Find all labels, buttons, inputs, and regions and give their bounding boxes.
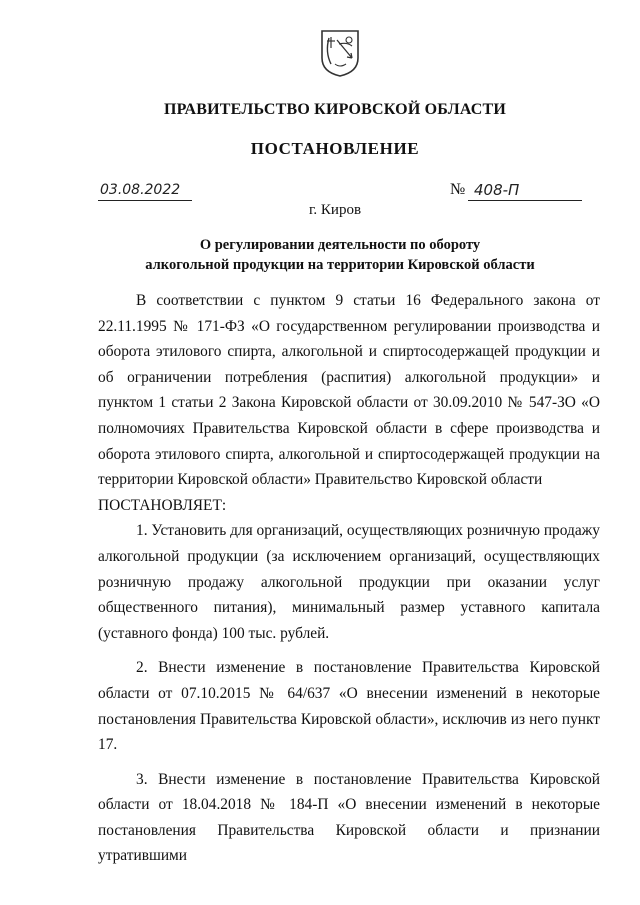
document-number: 408-П — [468, 180, 582, 201]
title-line-1: О регулировании деятельности по обороту — [199, 237, 481, 253]
clause-3: 3. Внести изменение в постановление Правительства Кировской области от 18.04.2018 № 184-П «О внесении изменений в некоторые постановления Правительства Кировской области и признании утратившими — [98, 770, 600, 865]
city: г. Киров — [308, 202, 362, 218]
number-label: № — [450, 181, 466, 198]
government-name: ПРАВИТЕЛЬСТВО КИРОВСКОЙ ОБЛАСТИ — [163, 101, 507, 118]
coat-of-arms-icon — [319, 28, 361, 78]
clause-1: 1. Установить для организаций, осуществляющих розничную продажу алкогольной продукции (за исключением организаций, осуществляющих розничную продажу алкогольной продукции при оказании услуг общественного питания), минимальный размер уставного капитала (уставного фонда) 100 тыс. рублей. — [98, 522, 600, 642]
title-line-2: алкогольной продукции на территории Кировской области — [145, 257, 535, 273]
document-date: 03.08.2022 — [98, 181, 192, 201]
preamble-paragraph: В соответствии с пунктом 9 статьи 16 Федерального закона от 22.11.1995 № 171-ФЗ «О государственном регулировании производства и оборота этилового спирта, алкогольной и спиртосодержащей продукции и об ограничении потребления (распития) алкогольной продукции» и пунктом 1 статьи 2 Закона Кировской области от 30.09.2010 № 547-ЗО «О полномочиях Правительства Кировской области в сфере производства и оборота этилового спирта, алкогольной и спиртосодержащей продукции на территории Кировской области» Правительство Кировской области — [98, 292, 600, 489]
document-type: ПОСТАНОВЛЕНИЕ — [250, 139, 420, 158]
document-title — [0, 235, 640, 275]
resolves-heading: ПОСТАНОВЛЯЕТ: — [98, 496, 227, 514]
document-body — [98, 288, 600, 869]
clause-2: 2. Внести изменение в постановление Правительства Кировской области от 07.10.2015 № 64/637 «О внесении изменений в некоторые постановления Правительства Кировской области», исключив из него пункт 17. — [98, 659, 600, 754]
